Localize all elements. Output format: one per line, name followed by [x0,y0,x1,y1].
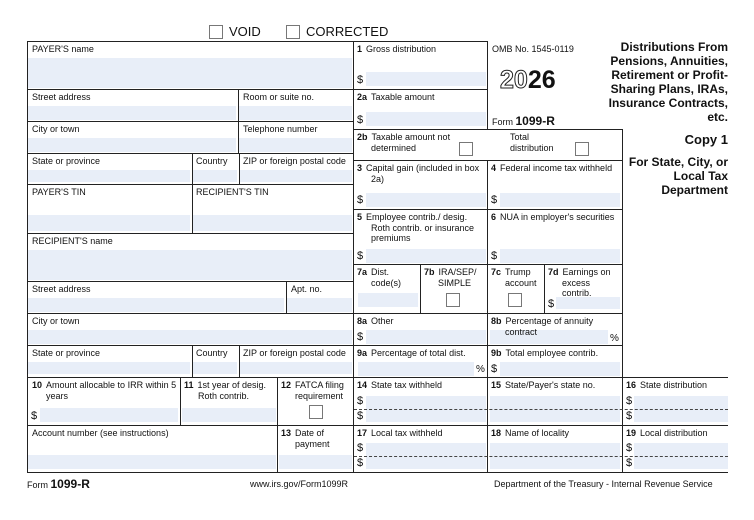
box8a-dollar-sign: $ [357,331,364,343]
box1-dollar-sign: $ [357,74,364,86]
box8a-label: 8a Other [357,316,394,326]
rule [192,153,193,233]
rule [544,264,545,313]
payer-name-input[interactable] [28,58,352,88]
form-bottom-border [27,472,728,473]
recipient-city-label: City or town [32,316,80,326]
box16-dollar-sign: $ [626,395,633,407]
box2a-input[interactable] [366,112,486,126]
box2b-total-checkbox[interactable] [575,142,589,156]
recipient-zip-label: ZIP or foreign postal code [243,348,346,358]
recipient-state-input[interactable] [28,362,190,374]
payer-country-label: Country [196,156,228,166]
footer-form-name: Form 1099-R [27,477,90,491]
tax-year [500,66,556,94]
footer-department: Department of the Treasury - Internal Revenue Service [494,479,713,489]
rule [420,264,421,313]
rule [622,129,623,377]
copy-label: Copy 1 [684,132,728,147]
rule [239,153,240,184]
box13-label: 13 Date of payment [281,428,330,449]
form-title: Distributions From Pensions, Annuities, Retirement or Profit-Sharing Plans, IRAs, Insurance Contracts, etc. [608,40,728,124]
box12-checkbox[interactable] [309,405,323,419]
rule [180,377,181,425]
recipient-state-label: State or province [32,348,101,358]
account-number-label: Account number (see instructions) [32,428,169,438]
box19-label: 19 Local distribution [626,428,708,438]
box1-label: 1 Gross distribution [357,44,437,54]
void-checkbox[interactable] [209,25,223,39]
box8a-input[interactable] [366,330,486,344]
box3-label: 3 Capital gain (included in box 2a) [357,163,480,184]
box4-input[interactable] [500,193,620,207]
box10-input[interactable] [40,408,178,422]
payer-country-input[interactable] [193,170,237,182]
box4-dollar-sign: $ [491,194,498,206]
box9a-input[interactable] [358,362,474,376]
recipient-name-label: RECIPIENT'S name [32,236,113,246]
box7d-label: 7d Earnings on excess contrib. [548,267,611,298]
rule [286,281,287,313]
box14-dollar-sign: $ [357,395,364,407]
recipient-tin-label: RECIPIENT'S TIN [196,187,269,197]
rule [27,313,353,314]
omb-number: OMB No. 1545-0119 [492,44,574,54]
tax-year-bold: 26 [527,66,556,94]
box9b-label: 9b Total employee contrib. [491,348,599,358]
box9a-label: 9a Percentage of total dist. [357,348,466,358]
rule [354,409,728,410]
box9b-dollar-sign: $ [491,363,498,375]
payer-tin-label: PAYER'S TIN [32,187,86,197]
box2b-label: 2b Taxable amount not determined [357,132,451,153]
recipient-city-input[interactable] [28,330,352,344]
box2a-dollar-sign: $ [357,114,364,126]
box12-label: 12 FATCA filing requirement [281,380,344,401]
box8b-percent-sign: % [610,333,619,344]
tax-year-outline: 20 [500,66,528,94]
account-number-input[interactable] [28,455,276,469]
box9b-input[interactable] [500,362,620,376]
box5-dollar-sign: $ [357,250,364,262]
box14-label: 14 State tax withheld [357,380,443,390]
payer-city-label: City or town [32,124,80,134]
payer-zip-label: ZIP or foreign postal code [243,156,346,166]
recipient-country-label: Country [196,348,228,358]
rule [27,345,353,346]
payer-street-label: Street address [32,92,91,102]
recipient-tin-input[interactable] [193,215,352,231]
payer-street-input[interactable] [28,106,236,120]
rule [27,89,353,90]
box19-dollar-sign: $ [626,442,633,454]
box5-label: 5 Employee contrib./ desig. Roth contrib. or insurance premiums [357,212,475,243]
rule [353,41,354,472]
box11-input[interactable] [182,408,276,422]
rule [353,89,487,90]
box2b-total-label: Total distribution [510,132,554,153]
box16-dollar-sign-2: $ [626,410,633,422]
box6-label: 6 NUA in employer's securities [491,212,615,222]
rule [487,41,488,129]
box7b-label: 7b IRA/SEP/ SIMPLE [424,267,477,288]
box7d-input[interactable] [556,297,620,309]
payer-phone-label: Telephone number [243,124,318,134]
corrected-label: CORRECTED [306,24,389,39]
box6-dollar-sign: $ [491,250,498,262]
rule [27,121,353,122]
form-top-border [27,41,487,42]
box17-dollar-sign-2: $ [357,457,364,469]
rule [238,89,239,153]
box9a-percent-sign: % [476,364,485,375]
box2a-label: 2a Taxable amount [357,92,435,102]
payer-state-label: State or province [32,156,101,166]
rule [487,129,622,130]
box4-label: 4 Federal income tax withheld [491,163,613,173]
payer-phone-input[interactable] [239,138,352,152]
box7c-checkbox[interactable] [508,293,522,307]
rule [27,184,353,185]
payer-zip-input[interactable] [240,170,352,182]
payer-room-label: Room or suite no. [243,92,315,102]
box18-label: 18 Name of locality [491,428,570,438]
box7d-dollar-sign: $ [548,298,555,310]
payer-city-input[interactable] [28,138,236,152]
omb-form-name: Form 1099-R [492,114,555,128]
box17-dollar-sign: $ [357,442,364,454]
rule [487,377,488,472]
rule [192,345,193,377]
rule [277,377,278,472]
rule [487,160,488,377]
void-label: VOID [229,24,261,39]
recipient-apt-label: Apt. no. [291,284,323,294]
recipient-apt-input[interactable] [287,298,352,312]
rule [239,345,240,377]
box3-input[interactable] [366,193,486,207]
recipient-name-input[interactable] [28,250,352,280]
payer-tin-input[interactable] [28,215,190,231]
copy-destination: For State, City, or Local Tax Department [628,155,728,197]
payer-name-label: PAYER'S name [32,44,94,54]
rule [622,377,623,472]
corrected-checkbox[interactable] [286,25,300,39]
box10-dollar-sign: $ [31,410,38,422]
box15-label: 15 State/Payer's state no. [491,380,596,390]
payer-room-input[interactable] [239,106,352,120]
box7c-label: 7c Trump account [491,267,537,288]
box17-label: 17 Local tax withheld [357,428,443,438]
footer-url: www.irs.gov/Form1099R [250,479,349,489]
box11-label: 11 1st year of desig. Roth contrib. [184,380,267,401]
box7a-label: 7a Dist. code(s) [357,267,402,288]
box7b-checkbox[interactable] [446,293,460,307]
recipient-street-input[interactable] [28,298,284,312]
recipient-street-label: Street address [32,284,91,294]
recipient-country-input[interactable] [193,362,237,374]
box5-input[interactable] [366,249,486,263]
form-left-border [27,41,28,472]
rule [27,233,353,234]
recipient-zip-input[interactable] [240,362,352,374]
rule [27,153,353,154]
box10-label: 10 Amount allocable to IRR within 5 years [32,380,177,401]
rule [354,456,728,457]
box16-label: 16 State distribution [626,380,708,390]
box7a-input[interactable] [358,293,418,307]
box2b-not-determined-checkbox[interactable] [459,142,473,156]
box13-input[interactable] [279,455,352,469]
box8b-label: 8b Percentage of annuity contract [491,316,594,337]
box3-dollar-sign: $ [357,194,364,206]
box1-input[interactable] [366,72,486,86]
box6-input[interactable] [500,249,620,263]
rule [27,281,353,282]
box19-dollar-sign-2: $ [626,457,633,469]
box14-dollar-sign-2: $ [357,410,364,422]
payer-state-input[interactable] [28,170,190,182]
